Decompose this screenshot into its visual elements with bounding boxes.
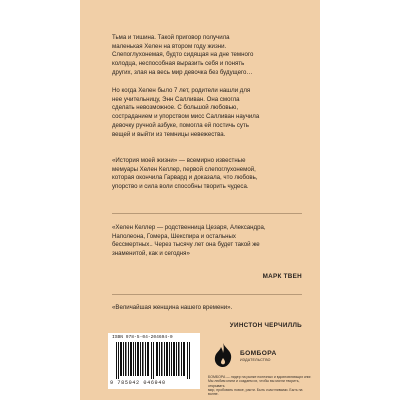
description-paragraph-1: Тьма и тишина. Такой приговор получила маленькая Хелен на втором году жизни. Слепоглухонемая, будто сидящая на дне темного колодца, неспособная выразить себя и понять других, злая на весь мир девочка без будущего… [112,34,254,76]
quote-churchill-author: УИНСТОН ЧЕРЧИЛЛЬ [229,322,302,329]
isbn-label: ISBN 978-5-04-204694-0 [112,335,173,340]
barcode [108,333,200,389]
publisher-subtitle: ИЗДАТЕЛЬСТВО [240,358,271,362]
quote-churchill-text: «Величайшая женщина нашего времени». [112,304,233,311]
quote-twain-text: «Хелен Келлер — родственница Цезаря, Александра, Наполеона, Гомера, Шекспира и остальных бессмертных.. Через тысячу лет она будет такой же знаменитой, как и сегодня» [112,224,266,258]
barcode-bars [116,342,194,379]
barcode-number: 9 785042 046940 [110,380,166,386]
description-paragraph-2: Но когда Хелен было 7 лет, родители нашли для нее учительницу, Энн Салливан. Она смогла сделать невозможное. С большой любовью, состраданием и упорством мисс Салливан научила девочку ручной азбуке, помогла ей постичь суть вещей и выйти из темницы невежества. [112,87,260,138]
publisher-name: БОМБОРА [240,350,277,357]
description-paragraph-3: «История моей жизни» — всемирно известные мемуары Хелен Келлер, первой слепоглухонемой, которая окончила Гарвард и доказала, что любовь, упорство и сила воли способны творить чудеса. [112,157,258,191]
publisher-note: БОМБОРА — лидер на рынке полезных и вдохновляющих книг. Мы любим книги и создаем их, чтобы вы могли творить, открывать мир, пробовать новое, расти. Быть счастливыми. Быть на волне. [208,375,312,397]
book-back-cover [80,0,320,400]
quote-twain-author: МАРК ТВЕН [262,273,302,280]
divider-top [112,213,302,214]
bombora-logo-icon [208,340,238,370]
divider-bottom [112,294,302,295]
